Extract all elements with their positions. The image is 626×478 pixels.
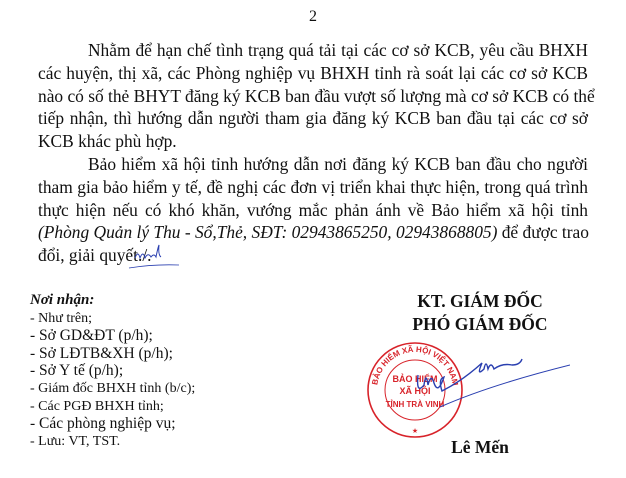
svg-text:★: ★ <box>411 427 419 435</box>
svg-text:BẢO HIỂM XÃ HỘI VIỆT NAM: BẢO HIỂM XÃ HỘI VIỆT NAM <box>370 344 460 387</box>
initials-mark <box>125 242 185 272</box>
contact-info: (Phòng Quản lý Thu - Sổ,Thẻ, SĐT: 02943865250, 02943868805) <box>38 222 498 243</box>
recipient-item: - Lưu: VT, TST. <box>30 433 121 449</box>
recipients-title: Nơi nhận: <box>30 292 95 308</box>
paragraph-line: Nhằm để hạn chế tình trạng quá tải tại các cơ sở KCB, yêu cầu BHXH <box>88 40 588 60</box>
recipient-item: - Các phòng nghiệp vụ; <box>30 415 176 433</box>
recipient-item: - Như trên; <box>30 310 93 326</box>
paragraph-text: để được trao <box>497 222 589 243</box>
paragraph-line: tiếp nhận, thì hướng dẫn người tham gia đăng ký KCB ban đầu tại các cơ sở <box>38 108 588 129</box>
recipient-item: - Sở LĐTB&XH (p/h); <box>30 344 173 362</box>
signer-name: Lê Mến <box>451 437 509 457</box>
recipient-item: - Sở Y tế (p/h); <box>30 362 124 380</box>
handwritten-signature <box>400 355 570 415</box>
recipient-item: - Các PGĐ BHXH tỉnh; <box>30 398 164 414</box>
svg-text:BẢO HIỂM: BẢO HIỂM <box>392 374 438 384</box>
paragraph-line: thực hiện nếu có khó khăn, vướng mắc phản ánh về Bảo hiểm xã hội tỉnh <box>38 199 588 220</box>
paragraph-line: tham gia bảo hiểm y tế, đề nghị các đơn vị triển khai thực hiện, trong quá trình <box>38 176 588 197</box>
recipient-item: - Giám đốc BHXH tỉnh (b/c); <box>30 380 196 396</box>
paragraph-2 <box>38 153 588 267</box>
paragraph-line: nào có số thẻ BHYT đăng ký KCB ban đầu vượt số lượng mà cơ sở KCB có thể <box>38 85 595 106</box>
page-number: 2 <box>309 8 317 25</box>
paragraph-line <box>38 221 588 244</box>
recipients-block <box>30 292 195 450</box>
paragraph-1 <box>38 39 595 153</box>
svg-text:TỈNH TRÀ VINH: TỈNH TRÀ VINH <box>385 400 445 409</box>
paragraph-line: Bảo hiểm xã hội tỉnh hướng dẫn nơi đăng ký KCB ban đầu cho người <box>88 154 588 174</box>
paragraph-line: đổi, giải quyết./. <box>38 245 152 266</box>
signature-title-1: KT. GIÁM ĐỐC <box>417 291 543 311</box>
paragraph-line: các huyện, thị xã, các Phòng nghiệp vụ BHXH tỉnh rà soát lại các cơ sở KCB <box>38 62 588 83</box>
paragraph-line: KCB khác phù hợp. <box>38 131 177 152</box>
svg-text:XÃ HỘI: XÃ HỘI <box>399 386 431 396</box>
signature-title-2: PHÓ GIÁM ĐỐC <box>412 314 548 334</box>
recipient-item: - Sở GD&ĐT (p/h); <box>30 327 153 345</box>
